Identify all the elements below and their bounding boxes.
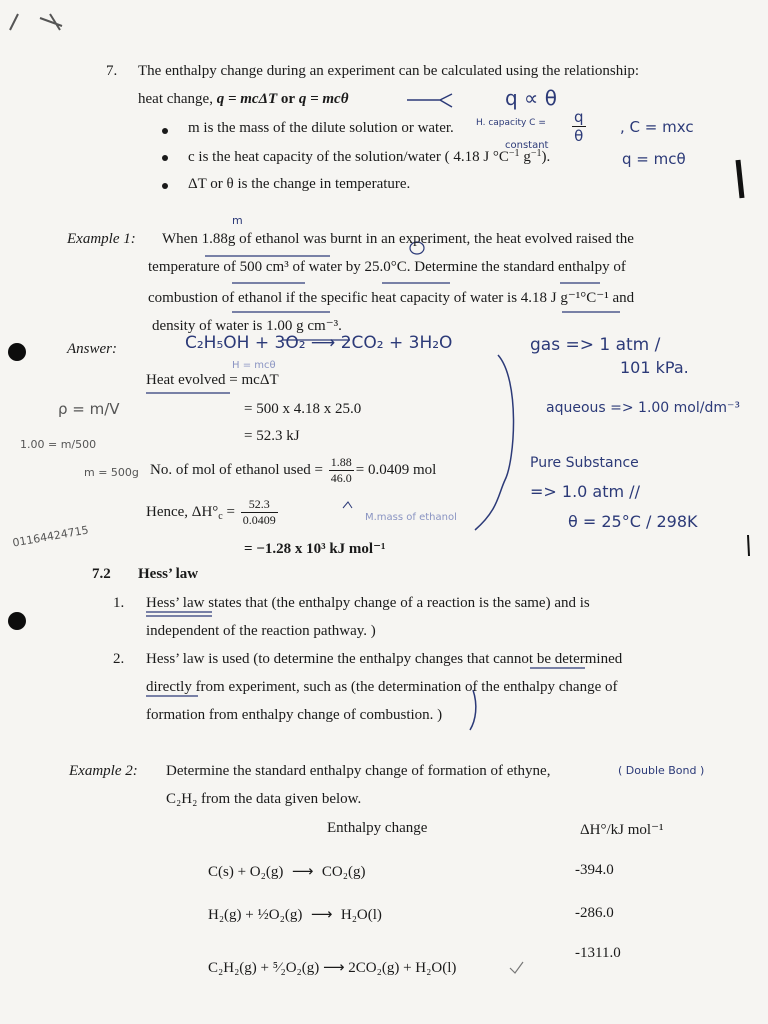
moles-result: = 0.0409 mol (355, 461, 437, 478)
handwritten-gas: gas => 1 atm / (530, 335, 661, 355)
example1-line4: density of water is 1.00 g cm⁻³. (152, 318, 342, 334)
hess-item-2-line2: directly from experiment, such as (the determination of the enthalpy change of (146, 679, 618, 695)
handwritten-combustion-equation: C₂H₅OH + 3O₂ ⟶ 2CO₂ + 3H₂O (185, 333, 453, 353)
handwritten-q-mc-theta: q = mcθ (622, 150, 686, 168)
handwritten-constant: constant (505, 140, 549, 151)
handwritten-q-proportional: q ∝ θ (505, 86, 557, 110)
hess-item-1-line2: independent of the reaction pathway. ) (146, 623, 376, 639)
hess-item-2-num: 2. (113, 651, 125, 667)
section-intro: The enthalpy change during an experiment can be calculated using the relationship: (138, 63, 640, 79)
reaction-2-lhs: H₂(g) + ½O₂(g) (208, 907, 303, 923)
bullet-dot (162, 128, 168, 134)
table-header-unit: ΔH°/kJ mol⁻¹ (580, 822, 664, 838)
example2-label: Example 2: (69, 763, 138, 779)
hess-item-2-line3: formation from enthalpy change of combustion. ) (146, 707, 443, 723)
example1-line2: temperature of 500 cm³ of water by 25.0°C. Determine the standard enthalpy of (148, 259, 626, 275)
handwritten-c-eq: , C = mxc (620, 118, 694, 136)
reaction-arrow: ⟶ (306, 905, 338, 923)
handwritten-aqueous: aqueous => 1.00 mol/dm⁻³ (546, 400, 741, 416)
example2-line1: Determine the standard enthalpy change of formation of ethyne, (166, 763, 551, 779)
hence-numerator: 52.3 (241, 497, 278, 513)
handwritten-density: ρ = m/V (58, 400, 120, 418)
formula-q-mctheta: q = mcθ (298, 91, 349, 107)
handwritten-phone-number: 01164424715 (11, 523, 90, 550)
handwritten-h-mc-theta: H = mcθ (232, 360, 276, 371)
calc-step-1: = 500 x 4.18 x 25.0 (244, 401, 362, 417)
or-word: or (280, 91, 296, 107)
reaction-3-value: -1311.0 (575, 945, 621, 961)
reaction-1-lhs: C(s) + O₂(g) (208, 864, 284, 880)
example2-line2: C₂H₂ from the data given below. (166, 791, 362, 807)
hence-label: Hence, ΔH° (146, 503, 219, 520)
bullet-heat-capacity-tail: g (523, 149, 531, 165)
bullet-mass: m is the mass of the dilute solution or water. (188, 120, 454, 136)
reaction-row-2 (208, 905, 382, 924)
heat-evolved: Heat evolved = mcΔT (146, 372, 279, 388)
bullet-temperature: ΔT or θ is the change in temperature. (188, 176, 411, 192)
reaction-1-value: -394.0 (575, 862, 614, 878)
moles-denominator: 46.0 (330, 471, 352, 485)
reaction-arrow: ⟶ (287, 862, 319, 880)
reaction-3-rhs: 2CO₂(g) + H₂O(l) (348, 960, 457, 976)
example1-line3: combustion of ethanol if the specific heat capacity of water is 4.18 J g⁻¹°C⁻¹ and (148, 290, 635, 306)
theta-den: θ (574, 127, 584, 145)
formula-q-mcdt: q = mcΔT (216, 91, 278, 107)
reaction-row-1 (208, 862, 365, 881)
q-num: q (574, 108, 584, 126)
moles-label: No. of mol of ethanol used = (150, 461, 324, 478)
handwritten-pure-substance: Pure Substance (530, 455, 639, 471)
handwritten-m-500: m = 500g (84, 466, 139, 479)
handwritten-q-over-theta (570, 108, 588, 145)
handwritten-theta-temp: θ = 25°C / 298K (568, 512, 698, 531)
answer-label: Answer: (67, 341, 117, 357)
handwritten-m: m (232, 214, 243, 227)
heat-change-label: heat change, (138, 91, 213, 107)
section-72-number: 7.2 (92, 566, 111, 582)
handwritten-molar-mass: M.mass of ethanol (365, 512, 457, 523)
handwritten-kpa: 101 kPa. (620, 358, 689, 377)
bullet-heat-capacity-end: ). (541, 149, 551, 165)
handwritten-double-bond: ( Double Bond ) (618, 764, 705, 777)
example1-line1: When 1.88g of ethanol was burnt in an experiment, the heat evolved raised the (162, 231, 634, 247)
handwritten-heat-capacity: H. capacity C = (476, 118, 546, 128)
handwritten-one-eq: 1.00 = m/500 (20, 438, 97, 451)
section-number: 7. (106, 63, 118, 79)
calc-step-2: = 52.3 kJ (244, 428, 300, 444)
reaction-row-3 (208, 958, 456, 977)
final-answer: = −1.28 x 10³ kJ mol⁻¹ (244, 541, 386, 557)
hence-equals: = (226, 503, 235, 520)
hence-line (146, 497, 280, 528)
moles-line (150, 455, 436, 486)
bullet-heat-capacity-text: c is the heat capacity of the solution/water ( 4.18 J °C (188, 149, 509, 165)
table-header-enthalpy-change: Enthalpy change (327, 820, 428, 836)
hence-subscript: c (218, 510, 223, 522)
reaction-2-value: -286.0 (575, 905, 614, 921)
reaction-2-rhs: H₂O(l) (340, 907, 382, 923)
example1-label: Example 1: (67, 231, 136, 247)
reaction-3-lhs: C₂H₂(g) + ⁵⁄₂O₂(g) (208, 960, 320, 976)
bullet-dot (162, 155, 168, 161)
hess-item-1-line1: Hess’ law states that (the enthalpy change of a reaction is the same) and is (146, 595, 590, 611)
moles-numerator: 1.88 (330, 455, 352, 469)
handwritten-pure-atm: => 1.0 atm // (530, 482, 640, 501)
bullet-dot (162, 183, 168, 189)
reaction-1-rhs: CO₂(g) (321, 864, 366, 880)
hess-item-1-num: 1. (113, 595, 125, 611)
reaction-arrow: ⟶ (323, 958, 345, 976)
section-72-title: Hess’ law (138, 566, 199, 582)
heat-change-line (138, 91, 349, 108)
hess-item-2-line1: Hess’ law is used (to determine the enthalpy changes that cannot be determined (146, 651, 623, 667)
bullet-heat-capacity: c is the heat capacity of the solution/water ( 4.18 J $^\circ C^{-1}$ $g^{-1}$). (188, 148, 551, 165)
hence-denominator: 0.0409 (242, 513, 276, 527)
